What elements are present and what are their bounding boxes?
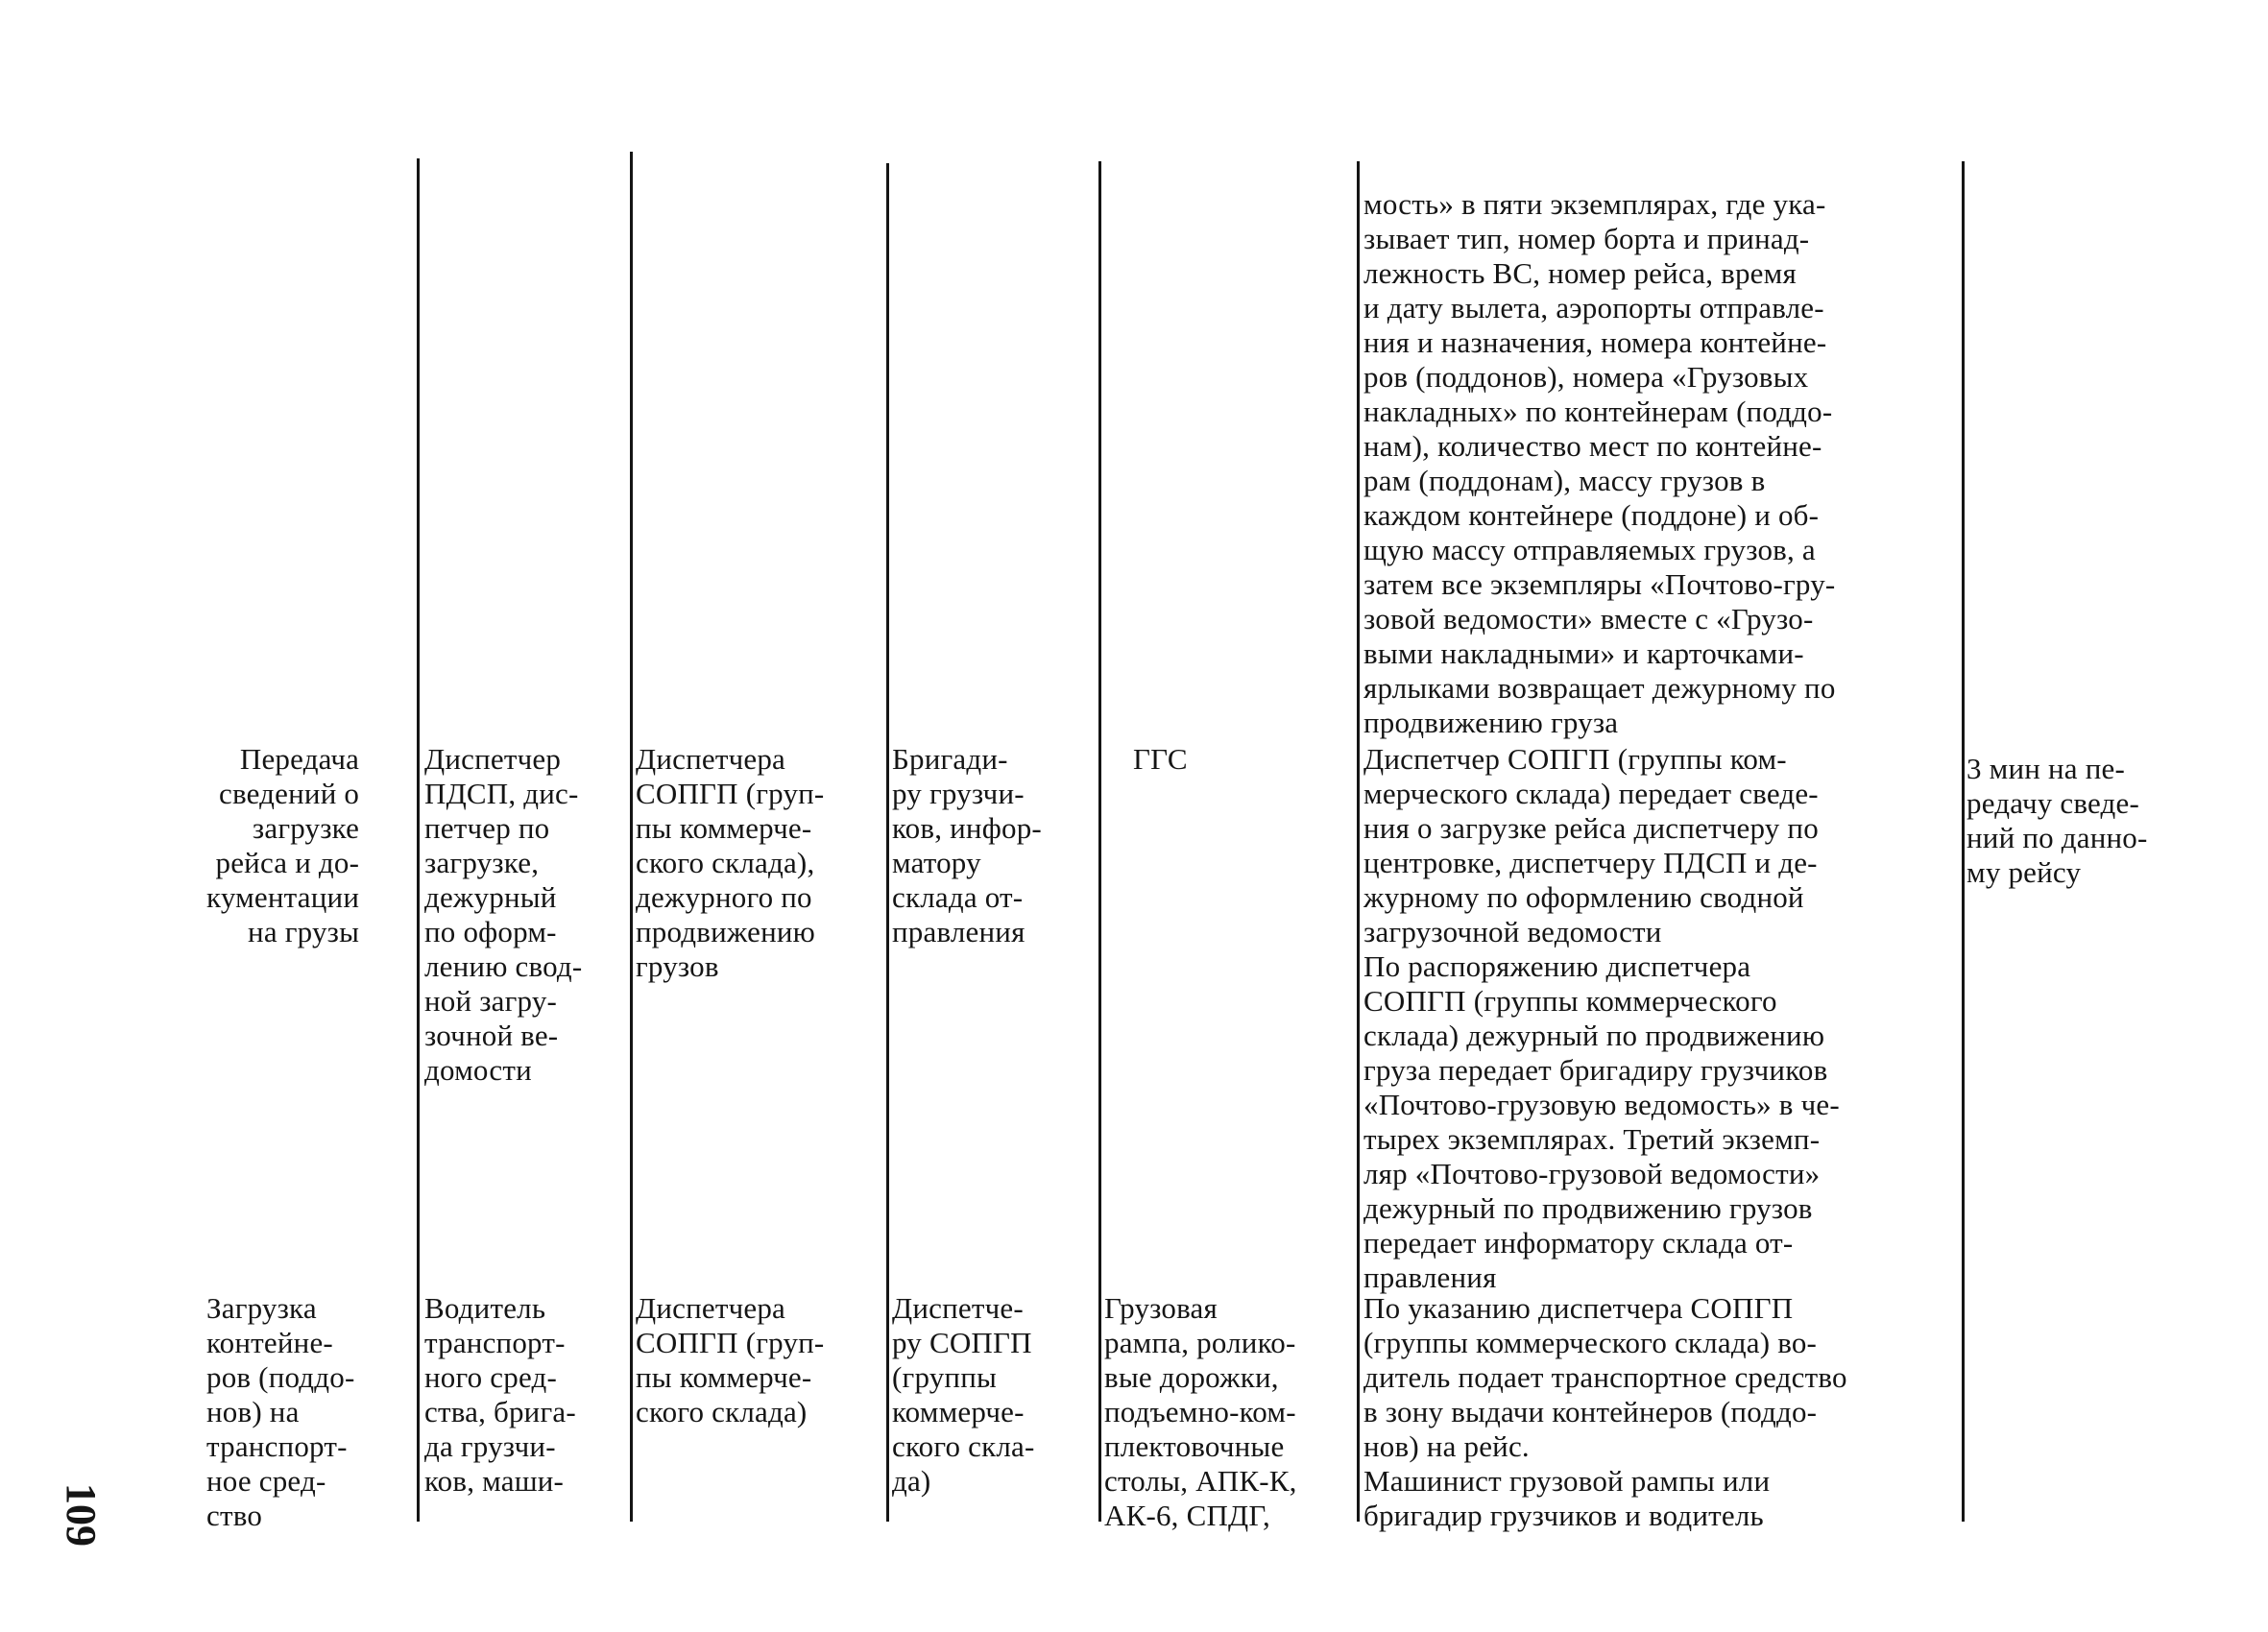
row2-description: По указанию диспетчера СОПГП (группы коммерческого склада) во- дитель подает транспортное средство в зону выдачи контейнеров (поддо- нов) на рейс. Машинист грузовой рампы или бригадир грузчиков и водитель	[1363, 1291, 1847, 1532]
description-continuation: мость» в пяти экземплярах, где ука- зывает тип, номер борта и принад- лежность ВС, номер рейса, время и дату вылета, аэропорты отправле- ния и назначения, номера контейне- ров (поддонов), номера «Грузовых накладных» по контейнерам (поддо- нам), количество мест по контейне- рам (поддонам), массу грузов в каждом контейнере (поддоне) и об- щую массу отправляемых грузов, а затем все экземпляры «Почтово-гру- зовой ведомости» вместе с «Грузо- выми накладными» и карточками- ярлыками возвращает дежурному по продвижению груза	[1363, 187, 1836, 739]
column-rule-5	[1357, 161, 1360, 1522]
row1-issuer: Диспетчера СОПГП (груп- пы коммерче- ского склада), дежурного по продвижению грузов	[636, 742, 825, 983]
row1-receiver: Бригади- ру грузчи- ков, инфор- матору склада от- правления	[892, 742, 1042, 948]
column-rule-6	[1962, 161, 1965, 1522]
row2-operation: Загрузка контейне- ров (поддо- нов) на транспорт- ное сред- ство	[206, 1291, 355, 1532]
row2-receiver: Диспетче- ру СОПГП (группы коммерче- ского скла- да)	[892, 1291, 1035, 1498]
row1-time: 3 мин на пе- редачу сведе- ний по данно- му рейсу	[1966, 752, 2148, 889]
column-rule-2	[630, 152, 633, 1522]
row2-performer: Водитель транспорт- ного сред- ства, брига- да грузчи- ков, маши-	[424, 1291, 576, 1498]
column-rule-1	[417, 158, 420, 1522]
column-rule-3	[886, 163, 889, 1522]
row2-equipment: Грузовая рампа, ролико- вые дорожки, подъемно-ком- плектовочные столы, АПК-К, АК-6, СПДГ,	[1104, 1291, 1297, 1532]
row1-equipment: ГГС	[1133, 742, 1188, 776]
row1-description: Диспетчер СОПГП (группы ком- мерческого склада) передает сведе- ния о загрузке рейса диспетчеру по центровке, диспетчеру ПДСП и де- журному по оформлению сводной загрузочной ведомости По распоряжению диспетчера СОПГП (группы коммерческого склада) дежурный по продвижению груза передает бригадиру грузчиков «Почтово-грузовую ведомость» в че- тырех экземплярах. Третий экземп- ляр «Почтово-грузовой ведомости» дежурный по продвижению грузов передает информатору склада от- правления	[1363, 742, 1840, 1294]
row2-issuer: Диспетчера СОПГП (груп- пы коммерче- ского склада)	[636, 1291, 825, 1428]
row1-operation: Передача сведений о загрузке рейса и до- кументации на грузы	[206, 742, 360, 948]
page-number: 109	[58, 1483, 105, 1547]
row1-performer: Диспетчер ПДСП, дис- петчер по загрузке, дежурный по оформ- лению свод- ной загру- зочной ве- домости	[424, 742, 583, 1087]
column-rule-4	[1098, 161, 1101, 1522]
